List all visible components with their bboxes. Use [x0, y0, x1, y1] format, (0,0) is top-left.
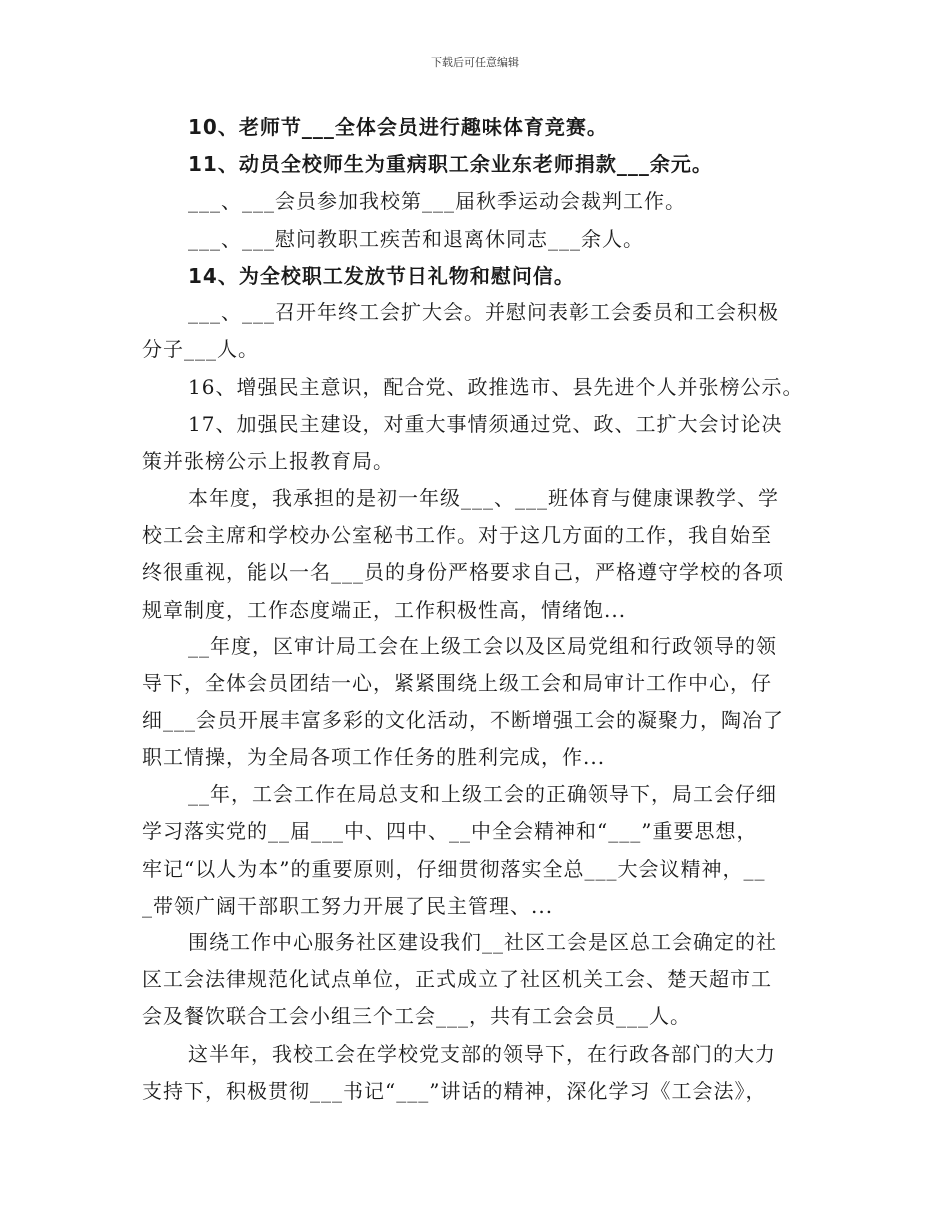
text-line: 这半年，我校工会在学校党支部的领导下，在行政各部门的大力 [188, 1042, 776, 1066]
text-line: 职工情操，为全局各项工作任务的胜利完成，作... [142, 745, 606, 769]
text-line: ___、___会员参加我校第___届秋季运动会裁判工作。 [188, 189, 686, 213]
text-line: 14、为全校职工发放节日礼物和慰问信。 [188, 264, 575, 288]
text-line: 16、增强民主意识，配合党、政推选市、县先进个人并张榜公示。 [188, 375, 804, 399]
text-line: 会及餐饮联合工会小组三个工会___，共有工会会员___人。 [142, 1004, 691, 1028]
text-line: 围绕工作中心服务社区建设我们__社区工会是区总工会确定的社 [188, 930, 777, 954]
text-line: 终很重视，能以一名___员的身份严格要求自己，严格遵守学校的各项 [142, 560, 784, 584]
text-line: 策并张榜公示上报教育局。 [142, 449, 394, 473]
text-line: 11、动员全校师生为重病职工余业东老师捐款___余元。 [188, 152, 713, 176]
text-line: _带领广阔干部职工努力开展了民主管理、... [142, 894, 554, 918]
text-line: 区工会法律规范化试点单位，正式成立了社区机关工会、楚天超市工 [142, 967, 772, 991]
text-line: 分子___人。 [142, 337, 259, 361]
text-line: 细___会员开展丰富多彩的文化活动，不断增强工会的凝聚力，陶冶了 [142, 708, 784, 732]
text-line: 10、老师节___全体会员进行趣味体育竞赛。 [188, 115, 608, 139]
text-line: 校工会主席和学校办公室秘书工作。对于这几方面的工作，我自始至 [142, 523, 772, 547]
text-line: 17、加强民主建设，对重大事情须通过党、政、工扩大会讨论决 [188, 412, 783, 436]
text-line: 导下，全体会员团结一心，紧紧围绕上级工会和局审计工作中心，仔 [142, 671, 772, 695]
text-line: __年，工会工作在局总支和上级工会的正确领导下，局工会仔细 [188, 782, 777, 806]
text-line: 牢记“以人为本”的重要原则，仔细贯彻落实全总___大会议精神，__ [142, 857, 766, 881]
text-line: 规章制度，工作态度端正，工作积极性高，情绪饱... [142, 598, 627, 622]
text-line: 学习落实党的__届___中、四中、__中全会精神和“___”重要思想， [142, 819, 758, 843]
text-line: __年度，区审计局工会在上级工会以及区局党组和行政领导的领 [188, 634, 777, 658]
text-line: 支持下，积极贯彻___书记“___”讲话的精神，深化学习《工会法》， [142, 1079, 767, 1103]
text-line: ___、___召开年终工会扩大会。并慰问表彰工会委员和工会积极 [188, 300, 779, 324]
page-header: 下载后可任意编辑 [431, 56, 519, 69]
text-line: 本年度，我承担的是初一年级___、___班体育与健康课教学、学 [188, 486, 779, 510]
text-line: ___、___慰问教职工疾苦和退离休同志___余人。 [188, 227, 644, 251]
